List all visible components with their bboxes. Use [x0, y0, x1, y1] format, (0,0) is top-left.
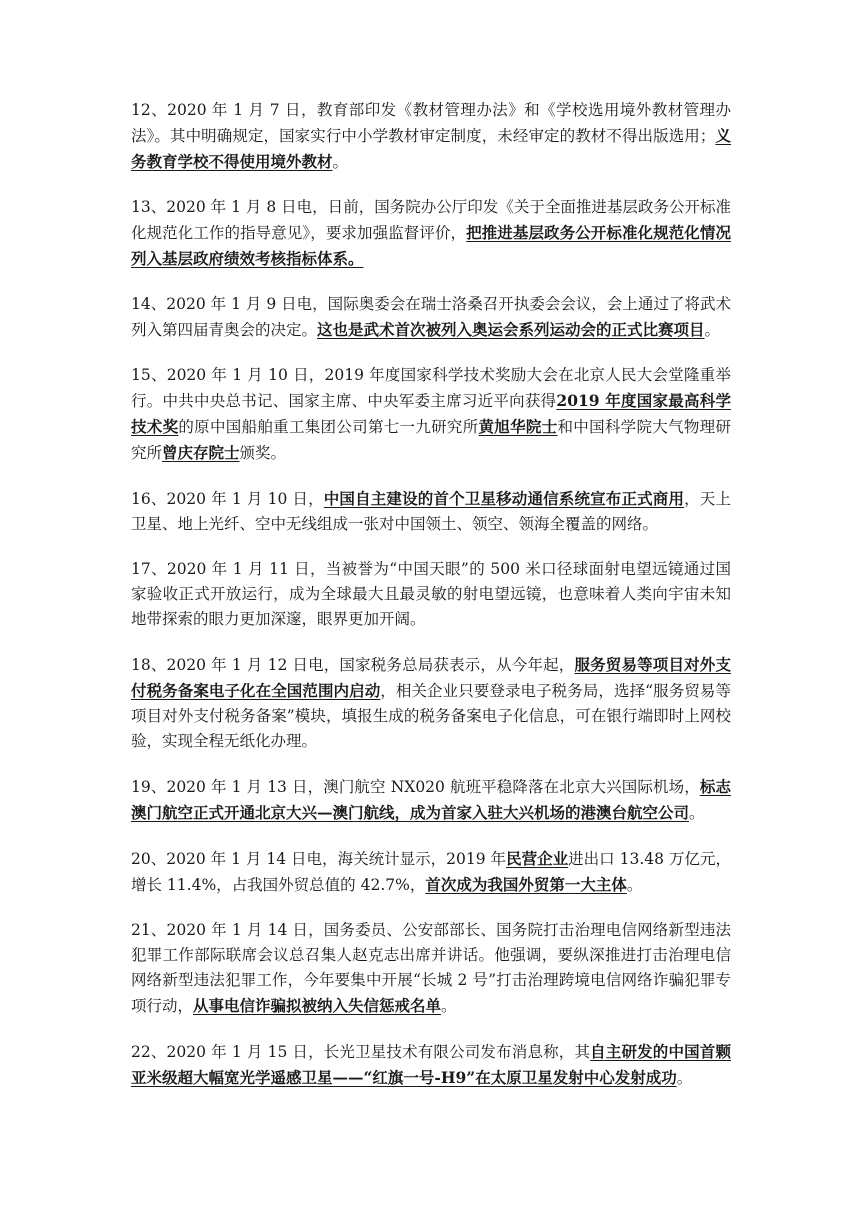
text: 15、2020 年 1 月 10 日，2019 年度国家科学技术奖励大会在北京人民大会堂隆重举行。中共中央总书记、国家主席、中央军委主席习近平向获得 [131, 366, 731, 410]
text: 的原中国船舶重工集团公司第七一九研究所 [178, 418, 479, 436]
text: 。 [332, 153, 349, 171]
text: 19、2020 年 1 月 13 日，澳门航空 NX020 航班平稳降落在北京大兴国际机场， [131, 778, 700, 796]
news-item-12 [131, 98, 731, 175]
text: 13、2020 年 1 月 8 日电，日前，国务院办公厅印发《关于全面推进基层政务公开标准化规范化工作的指导意见》，要求加强监督评价， [131, 198, 731, 242]
news-item-21 [131, 918, 731, 1019]
news-item-18 [131, 652, 731, 754]
highlighted-text: 自主研发的中国首颗亚米级超大幅宽光学遥感卫星——“红旗一号-H9”在太原卫星发射中心发射成功 [131, 1042, 731, 1087]
news-item-13 [131, 195, 731, 272]
news-item-19 [131, 774, 731, 826]
text: 18、2020 年 1 月 12 日电，国家税务总局获表示，从今年起， [131, 656, 575, 674]
text: 。 [676, 1069, 693, 1087]
text: 。 [441, 997, 457, 1015]
text: 和中国科学院大气物理研究所 [131, 418, 731, 462]
highlighted-text: 把推进基层政务公开标准化规范化情况列入基层政府绩效考核指标体系。 [131, 223, 731, 268]
text: 17、2020 年 1 月 11 日，当被誉为“中国天眼”的 500 米口径球面射电望远镜通过国家验收正式开放运行，成为全球最大且最灵敏的射电望远镜，也意味着人类向宇宙未知地带探索的眼力更加深邃，眼界更加开阔。 [131, 560, 731, 628]
document-body [131, 98, 731, 1111]
text: 。 [704, 321, 721, 339]
highlighted-text: 这也是武术首次被列入奥运会系列运动会的正式比赛项目 [317, 320, 705, 339]
text: 22、2020 年 1 月 15 日，长光卫星技术有限公司发布消息称，其 [131, 1043, 591, 1061]
highlighted-text: 黄旭华院士 [478, 417, 558, 436]
highlighted-text: 标志澳门航空正式开通北京大兴—澳门航线，成为首家入驻大兴机场的港澳台航空公司 [131, 777, 731, 822]
highlighted-text: 中国自主建设的首个卫星移动通信系统宣布正式商用 [323, 489, 685, 508]
text: 21、2020 年 1 月 14 日，国务委员、公安部部长、国务院打击治理电信网络新型违法犯罪工作部际联席会议总召集人赵克志出席并讲话。他强调，要纵深推进打击治理电信网络新型违法犯罪工作，今年要集中开展“长城 2 号”打击治理跨境电信网络诈骗犯罪专项行动， [131, 921, 731, 1015]
highlighted-text: 民营企业 [506, 849, 569, 868]
highlighted-text: 2019 年度国家最高科学技术奖 [131, 391, 731, 436]
highlighted-text: 首次成为我国外贸第一大主体 [425, 875, 627, 894]
highlighted-text: 从事电信诈骗拟被纳入失信惩戒名单 [193, 996, 442, 1015]
text: 16、2020 年 1 月 10 日， [131, 490, 324, 508]
text: 12、2020 年 1 月 7 日，教育部印发《教材管理办法》和《学校选用境外教材管理办法》。其中明确规定，国家实行中小学教材审定制度，未经审定的教材不得出版选用； [131, 101, 731, 145]
text: ，相关企业只要登录电子税务局，选择“服务贸易等项目对外支付税务备案”模块，填报生成的税务备案电子化信息，可在银行端即时上网校验，实现全程无纸化办理。 [131, 682, 731, 750]
news-item-22 [131, 1039, 731, 1091]
news-item-20 [131, 846, 731, 898]
text: 。 [626, 876, 643, 894]
news-item-17 [131, 557, 731, 632]
text: 。 [689, 804, 705, 822]
news-item-14 [131, 292, 731, 343]
news-item-16 [131, 486, 731, 537]
text: ，天上卫星、地上光纤、空中无线组成一张对中国领土、领空、领海全覆盖的网络。 [131, 490, 731, 533]
news-item-15 [131, 363, 731, 466]
highlighted-text: 曾庆存院士 [162, 443, 240, 462]
text: 进出口 13.48 万亿元，增长 11.4%，占我国外贸总值的 42.7%， [131, 850, 731, 894]
text: 14、2020 年 1 月 9 日电，国际奥委会在瑞士洛桑召开执委会会议，会上通过了将武术列入第四届青奥会的决定。 [131, 295, 731, 339]
highlighted-text: 服务贸易等项目对外支付税务备案电子化在全国范围内启动 [131, 655, 731, 700]
text: 颁奖。 [239, 444, 287, 462]
highlighted-text: 义务教育学校不得使用境外教材 [131, 126, 731, 171]
text: 20、2020 年 1 月 14 日电，海关统计显示，2019 年 [131, 850, 507, 868]
